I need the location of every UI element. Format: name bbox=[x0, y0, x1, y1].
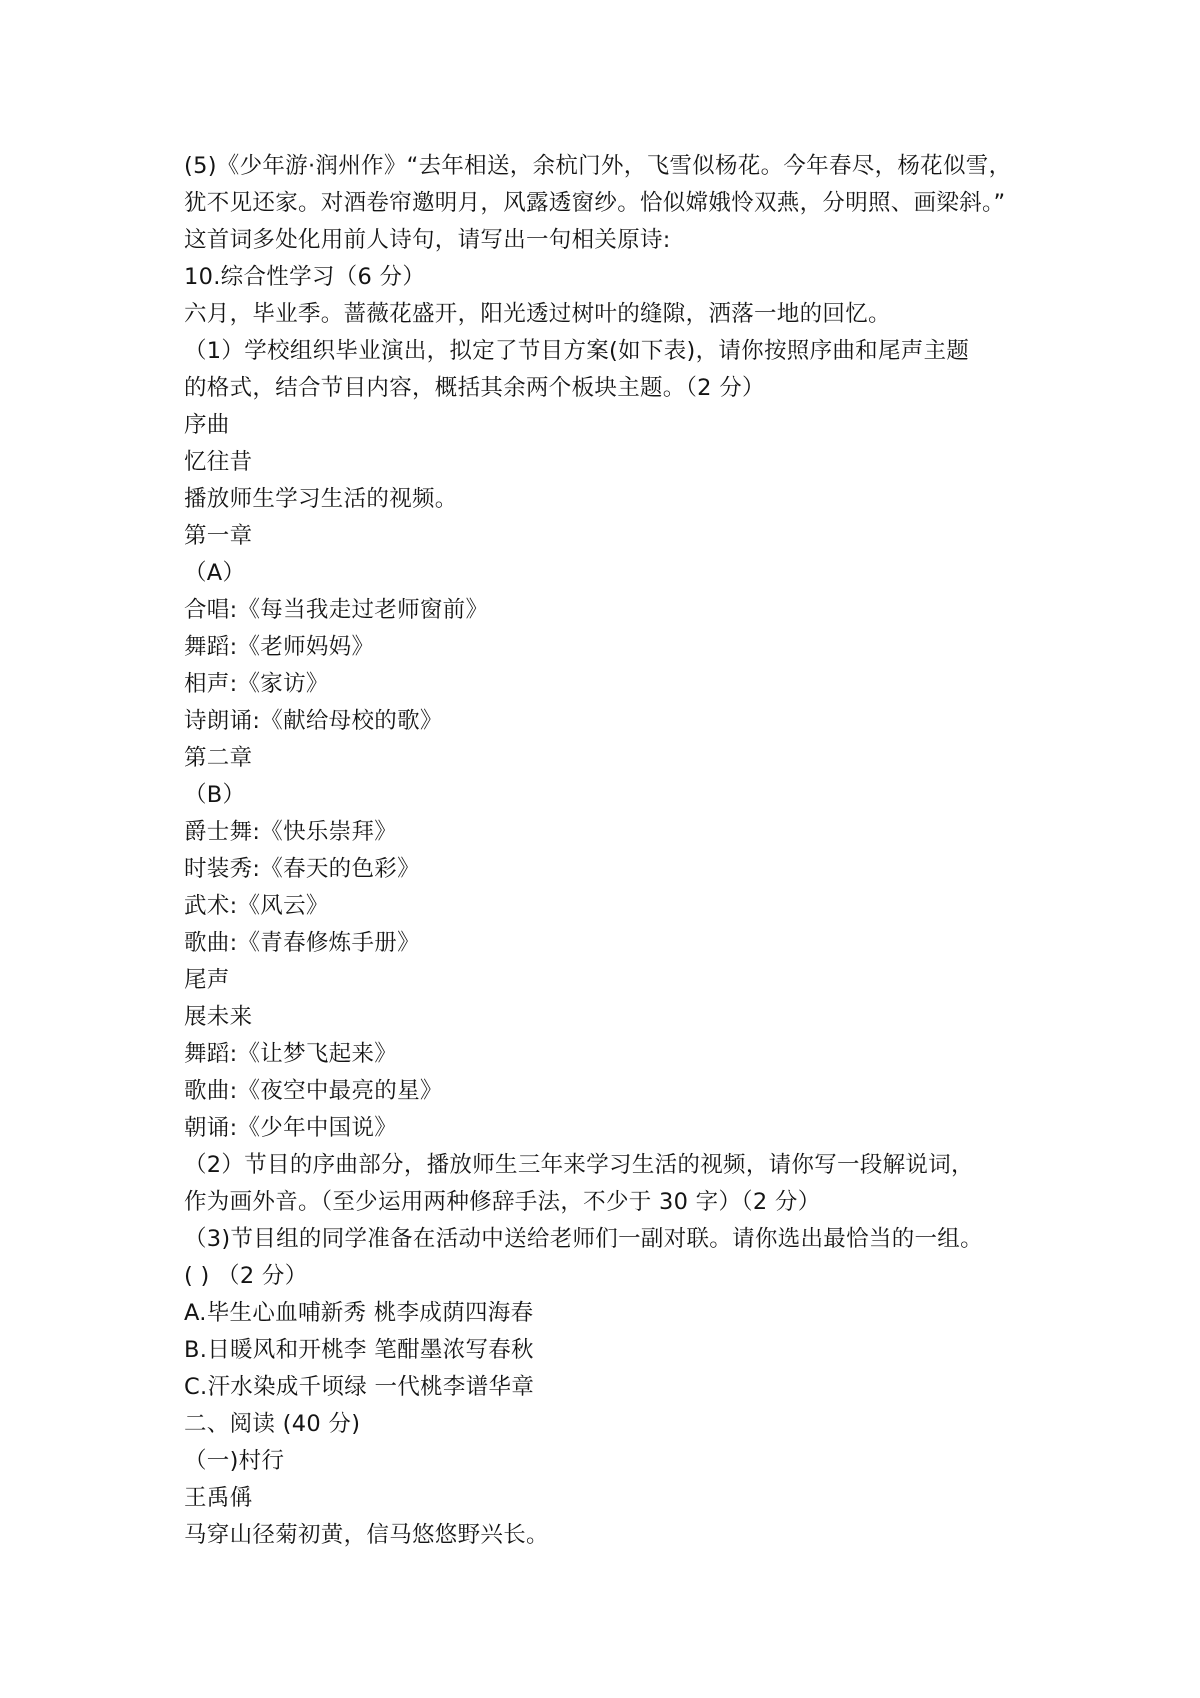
program-item: 时装秀:《春天的色彩》 bbox=[184, 856, 420, 882]
text-line: 犹不见还家。对酒卷帘邀明月，风露透窗纱。恰似嫦娥怜双燕，分明照、画梁斜。” bbox=[184, 190, 1006, 216]
program-item: 歌曲:《夜空中最亮的星》 bbox=[184, 1078, 443, 1104]
question-line: （3)节目组的同学准备在活动中送给老师们一副对联。请你选出最恰当的一组。 bbox=[184, 1226, 983, 1252]
program-item: 舞蹈:《老师妈妈》 bbox=[184, 634, 375, 660]
option-a: A.毕生心血哺新秀 桃李成荫四海春 bbox=[184, 1300, 534, 1326]
option-c: C.汗水染成千顷绿 一代桃李谱华章 bbox=[184, 1374, 535, 1400]
section-heading: 二、阅读 (40 分) bbox=[184, 1411, 361, 1437]
text-line: 作为画外音。（至少运用两种修辞手法，不少于 30 字）（2 分） bbox=[184, 1189, 821, 1215]
program-theme: 展未来 bbox=[184, 1004, 253, 1030]
program-item: 歌曲:《青春修炼手册》 bbox=[184, 930, 420, 956]
poem-title: （一)村行 bbox=[184, 1448, 285, 1474]
program-item: 朝诵:《少年中国说》 bbox=[184, 1115, 398, 1141]
poem-line: 马穿山径菊初黄，信马悠悠野兴长。 bbox=[184, 1522, 549, 1548]
program-item: 播放师生学习生活的视频。 bbox=[184, 486, 458, 512]
program-item: 舞蹈:《让梦飞起来》 bbox=[184, 1041, 398, 1067]
program-item: 合唱:《每当我走过老师窗前》 bbox=[184, 597, 489, 623]
section-heading: 10.综合性学习（6 分） bbox=[184, 264, 426, 290]
text-line: (5)《少年游·润州作》“去年相送，余杭门外，飞雪似杨花。今年春尽，杨花似雪， bbox=[184, 153, 1012, 179]
document-text-block bbox=[184, 148, 1044, 1554]
text-line: 这首词多处化用前人诗句，请写出一句相关原诗: bbox=[184, 227, 671, 253]
program-item: 武术:《风云》 bbox=[184, 893, 329, 919]
program-theme: （B） bbox=[184, 782, 246, 808]
question-line: （1）学校组织毕业演出，拟定了节目方案(如下表)，请你按照序曲和尾声主题 bbox=[184, 338, 970, 364]
program-section-title: 第一章 bbox=[184, 523, 253, 549]
program-item: 爵士舞:《快乐崇拜》 bbox=[184, 819, 398, 845]
program-theme: 忆往昔 bbox=[184, 449, 253, 475]
option-b: B.日暖风和开桃李 笔酣墨浓写春秋 bbox=[184, 1337, 534, 1363]
answer-blank: ( ) （2 分） bbox=[184, 1263, 308, 1289]
text-line: 六月，毕业季。蔷薇花盛开，阳光透过树叶的缝隙，洒落一地的回忆。 bbox=[184, 301, 891, 327]
program-section-title: 尾声 bbox=[184, 967, 230, 993]
program-item: 诗朗诵:《献给母校的歌》 bbox=[184, 708, 443, 734]
program-section-title: 序曲 bbox=[184, 412, 230, 438]
poem-author: 王禹偁 bbox=[184, 1485, 253, 1511]
text-line: 的格式，结合节目内容，概括其余两个板块主题。（2 分） bbox=[184, 375, 765, 401]
program-section-title: 第二章 bbox=[184, 745, 253, 771]
program-item: 相声:《家访》 bbox=[184, 671, 329, 697]
program-theme: （A） bbox=[184, 560, 246, 586]
question-line: （2）节目的序曲部分，播放师生三年来学习生活的视频，请你写一段解说词， bbox=[184, 1152, 974, 1178]
